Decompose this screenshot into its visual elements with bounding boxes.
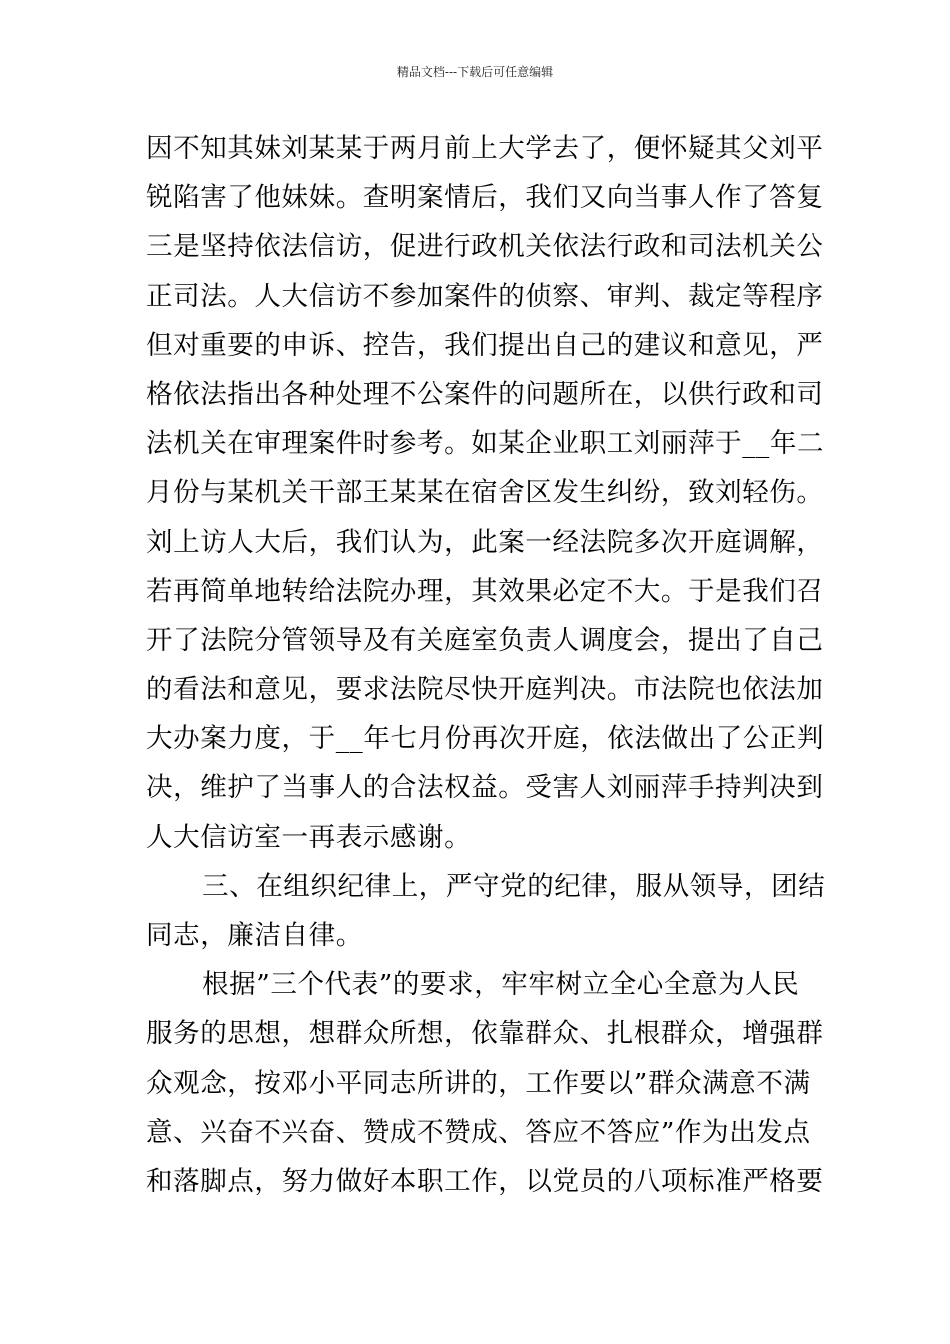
body-line: 大办案力度，于__年七月份再次开庭，依法做出了公正判 (146, 723, 825, 755)
body-line: 因不知其妹刘某某于两月前上大学去了，便怀疑其父刘平 (146, 133, 824, 164)
document-body (146, 124, 826, 1206)
body-line: 的看法和意见，要求法院尽快开庭判决。市法院也依法加 (146, 674, 824, 706)
body-line: 刘上访人大后，我们认为，此案一经法院多次开庭调解， (146, 526, 824, 558)
body-line: 决，维护了当事人的合法权益。受害人刘丽萍手持判决到 (146, 772, 824, 804)
body-line: 若再简单地转给法院办理，其效果必定不大。于是我们召 (146, 575, 824, 607)
body-line: 法机关在审理案件时参考。如某企业职工刘丽萍于__年二 (146, 428, 825, 460)
body-line: 但对重要的申诉、控告，我们提出自己的建议和意见，严 (146, 329, 824, 361)
body-line: 根据”三个代表”的要求，牢牢树立全心全意为人民 (202, 969, 800, 1001)
body-line: 格依法指出各种处理不公案件的问题所在，以供行政和司 (146, 378, 824, 410)
page-header: 精品文档---下载后可任意编辑 (396, 65, 554, 79)
body-line: 开了法院分管领导及有关庭室负责人调度会，提出了自己 (146, 624, 824, 656)
body-line: 和落脚点，努力做好本职工作，以党员的八项标准严格要 (146, 1165, 824, 1197)
body-line: 月份与某机关干部王某某在宿舍区发生纠纷，致刘轻伤。 (146, 477, 824, 509)
section-heading-line: 三、在组织纪律上，严守党的纪律，服从领导，团结 (202, 870, 826, 902)
body-line: 锐陷害了他妹妹。查明案情后，我们又向当事人作了答复 (146, 182, 824, 214)
body-line: 正司法。人大信访不参加案件的侦察、审判、裁定等程序 (146, 280, 824, 312)
body-line: 众观念，按邓小平同志所讲的，工作要以”群众满意不满 (146, 1067, 811, 1099)
body-line: 服务的思想，想群众所想，依靠群众、扎根群众，增强群 (146, 1018, 824, 1050)
body-line: 人大信访室一再表示感谢。 (146, 821, 472, 853)
body-line: 意、兴奋不兴奋、赞成不赞成、答应不答应”作为出发点 (146, 1116, 811, 1148)
section-heading-line: 同志，廉洁自律。 (146, 920, 363, 951)
body-line: 三是坚持依法信访，促进行政机关依法行政和司法机关公 (146, 231, 824, 263)
